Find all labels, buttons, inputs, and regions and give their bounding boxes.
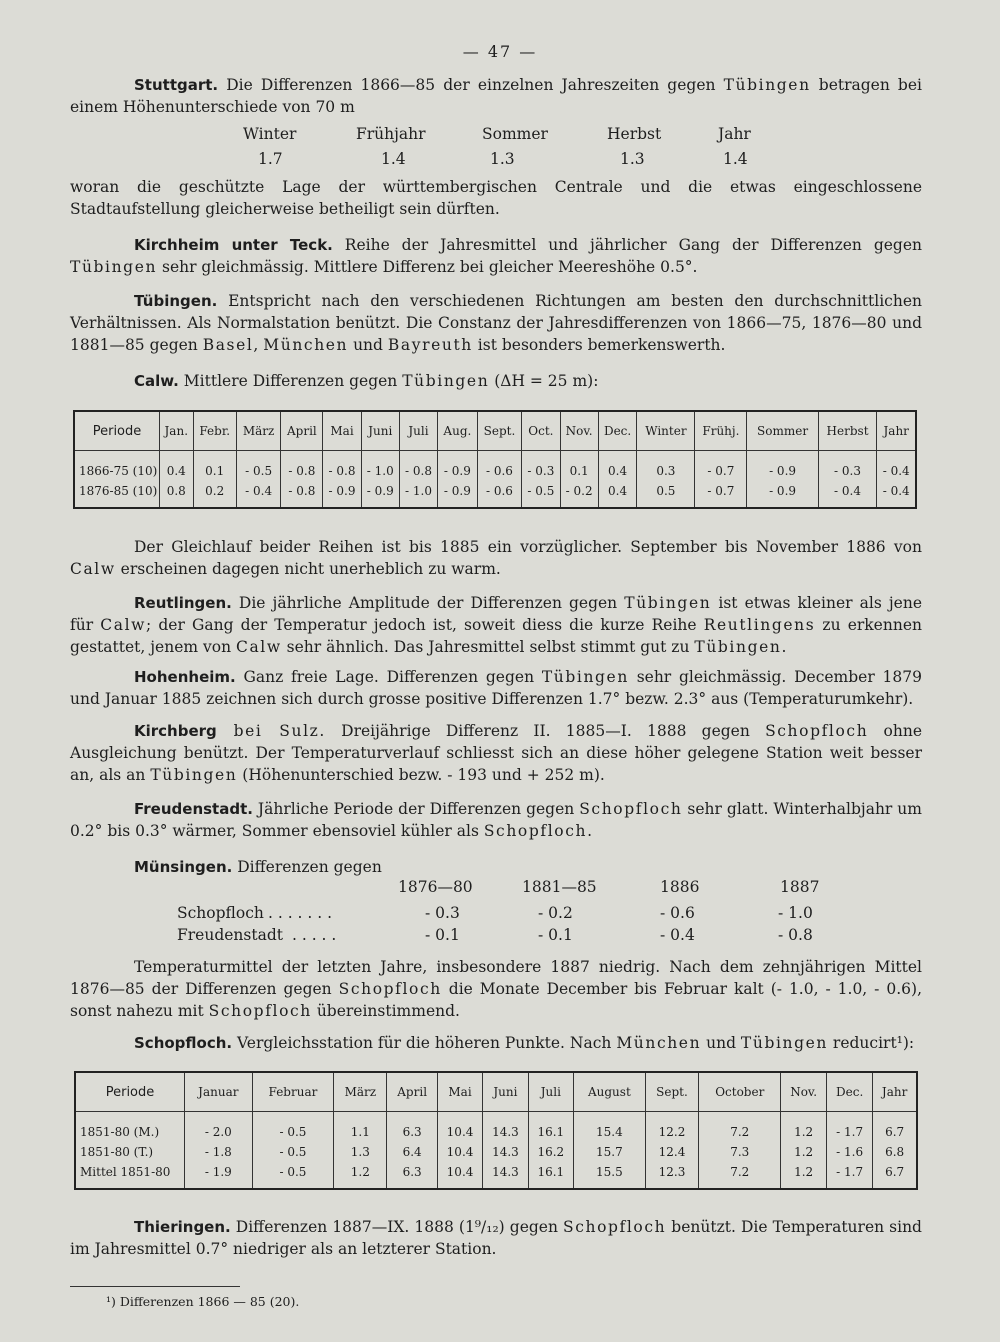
heading-tuebingen: Tübingen.	[134, 292, 218, 310]
footnote-rule	[70, 1286, 240, 1287]
heading-freudenstadt: Freudenstadt.	[134, 800, 253, 818]
table-row: Mittel 1851-80 - 1.9 - 0.5 1.2 6.3 10.4 14.3 16.1 15.5 12.3 7.2 1.2 - 1.7 6.7	[75, 1162, 917, 1189]
schopfloch-table: Periode Januar Februar März April Mai Juni Juli August Sept. October Nov. Dec. Jahr 1851-80 (M.) - 2.0 - 0.5 1.1 6.3 10.4 14.3 16.1 15.4 12.2 7.2 1.2 - 1.7 6.7 1851-80 (T.) - 1.8 - 0.5 1.3 6.4 10.4 14.3 16.2 15.7 12.4 7.3 1.2 - 1.6 6.8 Mittel 1851-80 - 1.9 - 0.5 1.2 6.3 10.4 14.3 16.1 15.5 12.3 7.2 1.2 - 1.7 6.7	[74, 1071, 918, 1190]
paragraph-kirchberg: Kirchberg bei Sulz. Dreijährige Differenz II. 1885—I. 1888 gegen Schopfloch ohne Ausgleichung benützt. Der Temperaturverlauf schliesst sich an diese höher gelegene Station weit besser an, als an Tübingen (Höhenunterschied bezw. - 193 und + 252 m).	[70, 722, 922, 784]
table-row: 1866-75 (10) 0.4 0.1 - 0.5 - 0.8 - 0.8 - 1.0 - 0.8 - 0.9 - 0.6 - 0.3 0.1 0.4 0.3 - 0.7 - 0.9 - 0.3 - 0.4	[74, 451, 916, 482]
calw-table: Periode Jan. Febr. März April Mai Juni Juli Aug. Sept. Oct. Nov. Dec. Winter Frühj. Sommer Herbst Jahr 1866-75 (10) 0.4 0.1 - 0.5 - 0.8 - 0.8 - 1.0 - 0.8 - 0.9 - 0.6 - 0.3 0.1 0.4 0.3 - 0.7 - 0.9 - 0.3 - 0.4 1876-85 (10) 0.8 0.2 - 0.4 - 0.8 - 0.9 - 0.9 - 1.0 - 0.9 - 0.6 - 0.5 - 0.2 0.4 0.5 - 0.7 - 0.9 - 0.4 - 0.4	[73, 410, 917, 509]
table-row: 1851-80 (M.) - 2.0 - 0.5 1.1 6.3 10.4 14.3 16.1 15.4 12.2 7.2 1.2 - 1.7 6.7	[75, 1112, 917, 1143]
footnote: ¹) Differenzen 1866 — 85 (20).	[106, 1294, 300, 1309]
paragraph-muensingen-remark: Temperaturmittel der letzten Jahre, insbesondere 1887 niedrig. Nach dem zehnjährigen Mittel 1876—85 der Differenzen gegen Schopfloch die Monate December bis Februar kalt (- 1.0, - 1.0, - 0.6), sonst nahezu mit Schopfloch übereinstimmend.	[70, 958, 922, 1020]
paragraph-calw: Calw. Mittlere Differenzen gegen Tübingen (ΔH = 25 m):	[134, 372, 599, 390]
paragraph-freudenstadt: Freudenstadt. Jährliche Periode der Differenzen gegen Schopfloch sehr glatt. Winterhalbjahr um 0.2° bis 0.3° wärmer, Sommer ebensoviel kühler als Schopfloch.	[70, 800, 922, 840]
paragraph-kirchheim: Kirchheim unter Teck. Reihe der Jahresmittel und jährlicher Gang der Differenzen gegen Tübingen sehr gleichmässig. Mittlere Differenz bei gleicher Meereshöhe 0.5°.	[70, 236, 922, 276]
heading-reutlingen: Reutlingen.	[134, 594, 232, 612]
heading-thieringen: Thieringen.	[134, 1218, 231, 1236]
paragraph-stuttgart-remark: woran die geschützte Lage der württembergischen Centrale und die etwas eingeschlossene Stadtaufstellung gleicherweise betheiligt sein dürften.	[70, 178, 922, 218]
heading-schopfloch: Schopfloch.	[134, 1034, 233, 1052]
paragraph-thieringen: Thieringen. Differenzen 1887—IX. 1888 (1⁹/₁₂) gegen Schopfloch benützt. Die Temperaturen sind im Jahresmittel 0.7° niedriger als an letzterer Station.	[70, 1218, 922, 1258]
paragraph-schopfloch: Schopfloch. Vergleichsstation für die höheren Punkte. Nach München und Tübingen reducirt¹):	[134, 1034, 915, 1052]
heading-kirchberg: Kirchberg	[134, 722, 217, 740]
heading-hohenheim: Hohenheim.	[134, 668, 236, 686]
paragraph-stuttgart: Stuttgart. Die Differenzen 1866—85 der einzelnen Jahreszeiten gegen Tübingen betragen bei einem Höhenunterschiede von 70 m	[70, 76, 922, 116]
heading-calw: Calw.	[134, 372, 179, 390]
paragraph-tuebingen: Tübingen. Entspricht nach den verschiedenen Richtungen am besten den durchschnittlichen Verhältnissen. Als Normalstation benützt. Die Constanz der Jahresdifferenzen von 1866—75, 1876—80 und 1881—85 gegen Basel, München und Bayreuth ist besonders bemerkenswerth.	[70, 292, 922, 354]
paragraph-muensingen: Münsingen. Differenzen gegen	[134, 858, 382, 876]
paragraph-calw-remark: Der Gleichlauf beider Reihen ist bis 1885 ein vorzüglicher. September bis November 1886 von Calw erscheinen dagegen nicht unerheblich zu warm.	[70, 538, 922, 578]
heading-muensingen: Münsingen.	[134, 858, 233, 876]
heading-stuttgart: Stuttgart.	[134, 76, 219, 94]
document-page: — 47 — Stuttgart. Die Differenzen 1866—85 der einzelnen Jahreszeiten gegen Tübingen betragen bei einem Höhenunterschiede von 70 m Winter Frühjahr Sommer Herbst Jahr 1.7 1.4 1.3 1.3 1.4 woran die geschützte Lage der württembergischen Centrale und die etwas eingeschlossene Stadtaufstellung gleicherweise betheiligt sein dürften. Kirchheim unter Teck. Reihe der Jahresmittel und jährlicher Gang der Differenzen gegen Tübingen sehr gleichmässig. Mittlere Differenz bei gleicher Meereshöhe 0.5°. Tübingen. Entspricht nach den verschiedenen Richtungen am besten den durchschnittlichen Verhältnissen. Als Normalstation benützt. Die Constanz der Jahresdifferenzen von 1866—75, 1876—80 und 1881—85 gegen Basel, München und Bayreuth ist besonders bemerkenswerth. Calw. Mittlere Differenzen gegen Tübingen (ΔH = 25 m): Periode Jan. Febr. März April Mai Juni Juli Aug. Sept. Oct. Nov. Dec. Winter Frühj. Sommer Herbst Jahr 1866-75 (10) 0.4 0.1 - 0.5 - 0.8 - 0.8 - 1.0 - 0.8 - 0.9 - 0.6 - 0.3 0.1 0.4 0.3 - 0.7 - 0.9 - 0.3 - 0.4 1876-85 (10) 0.8 0.2 - 0.4 - 0.8 - 0.9 - 0.9 - 1.0 - 0.9 - 0.6 - 0.5 - 0.2 0.4 0.5 - 0.7 - 0.9 - 0.4 - 0.4 Der Gleichlauf beider Reihen ist bis 1885 ein vorzüglicher. September bis November 1886 von Calw erscheinen dagegen nicht unerheblich zu warm. Reutlingen. Die jährliche Amplitude der Differenzen gegen Tübingen ist etwas kleiner als jene für Calw; der Gang der Temperatur jedoch ist, soweit diess die kurze Reihe Reutlingens zu erkennen gestattet, jenem von Calw sehr ähnlich. Das Jahresmittel selbst stimmt gut zu Tübingen. Hohenheim. Ganz freie Lage. Differenzen gegen Tübingen sehr gleichmässig. December 1879 und Januar 1885 zeichnen sich durch grosse positive Differenzen 1.7° bezw. 2.3° aus (Temperaturumkehr). Kirchberg bei Sulz. Dreijährige Differenz II. 1885—I. 1888 gegen Schopfloch ohne Ausgleichung benützt. Der Temperaturverlauf schliesst sich an diese höher gelegene Station weit besser an, als an Tübingen (Höhenunterschied bezw. - 193 und + 252 m). Freudenstadt. Jährliche Periode der Differenzen gegen Schopfloch sehr glatt. Winterhalbjahr um 0.2° bis 0.3° wärmer, Sommer ebensoviel kühler als Schopfloch. Münsingen. Differenzen gegen 1876—80 1881—85 1886 1887 Schopfloch . . . . . . . - 0.3 - 0.2 - 0.6 - 1.0 Freudenstadt . . . . . - 0.1 - 0.1 - 0.4 - 0.8 Temperaturmittel der letzten Jahre, insbesondere 1887 niedrig. Nach dem zehnjährigen Mittel 1876—85 der Differenzen gegen Schopfloch die Monate December bis Februar kalt (- 1.0, - 1.0, - 0.6), sonst nahezu mit Schopfloch übereinstimmend. Schopfloch. Vergleichsstation für die höheren Punkte. Nach München und Tübingen reducirt¹): Periode Januar Februar März April Mai Juni Juli August Sept. October Nov. Dec. Jahr 1851-80 (M.) - 2.0 - 0.5 1.1 6.3 10.4 14.3 16.1 15.4 12.2 7.2 1.2 - 1.7 6.7 1851-80 (T.) - 1.8 - 0.5 1.3 6.4 10.4 14.3 16.2 15.7 12.4 7.3 1.2 - 1.6 6.8 Mittel 1851-80 - 1.9 - 0.5 1.2 6.3 10.4 14.3 16.1 15.5 12.3 7.2 1.2 - 1.7 6.7 Thieringen. Differenzen 1887—IX. 1888 (1⁹/₁₂) gegen Schopfloch benützt. Die Temperaturen sind im Jahresmittel 0.7° niedriger als an letzterer Station. ¹) Differenzen 1866 — 85 (20).	[0, 0, 1000, 1342]
heading-kirchheim: Kirchheim unter Teck.	[134, 236, 333, 254]
page-number: — 47 —	[462, 42, 538, 61]
paragraph-reutlingen: Reutlingen. Die jährliche Amplitude der Differenzen gegen Tübingen ist etwas kleiner als jene für Calw; der Gang der Temperatur jedoch ist, soweit diess die kurze Reihe Reutlingens zu erkennen gestattet, jenem von Calw sehr ähnlich. Das Jahresmittel selbst stimmt gut zu Tübingen.	[70, 594, 922, 656]
table-row: 1876-85 (10) 0.8 0.2 - 0.4 - 0.8 - 0.9 - 0.9 - 1.0 - 0.9 - 0.6 - 0.5 - 0.2 0.4 0.5 - 0.7 - 0.9 - 0.4 - 0.4	[74, 481, 916, 508]
paragraph-hohenheim: Hohenheim. Ganz freie Lage. Differenzen gegen Tübingen sehr gleichmässig. December 1879 und Januar 1885 zeichnen sich durch grosse positive Differenzen 1.7° bezw. 2.3° aus (Temperaturumkehr).	[70, 668, 922, 708]
table-row: 1851-80 (T.) - 1.8 - 0.5 1.3 6.4 10.4 14.3 16.2 15.7 12.4 7.3 1.2 - 1.6 6.8	[75, 1142, 917, 1162]
